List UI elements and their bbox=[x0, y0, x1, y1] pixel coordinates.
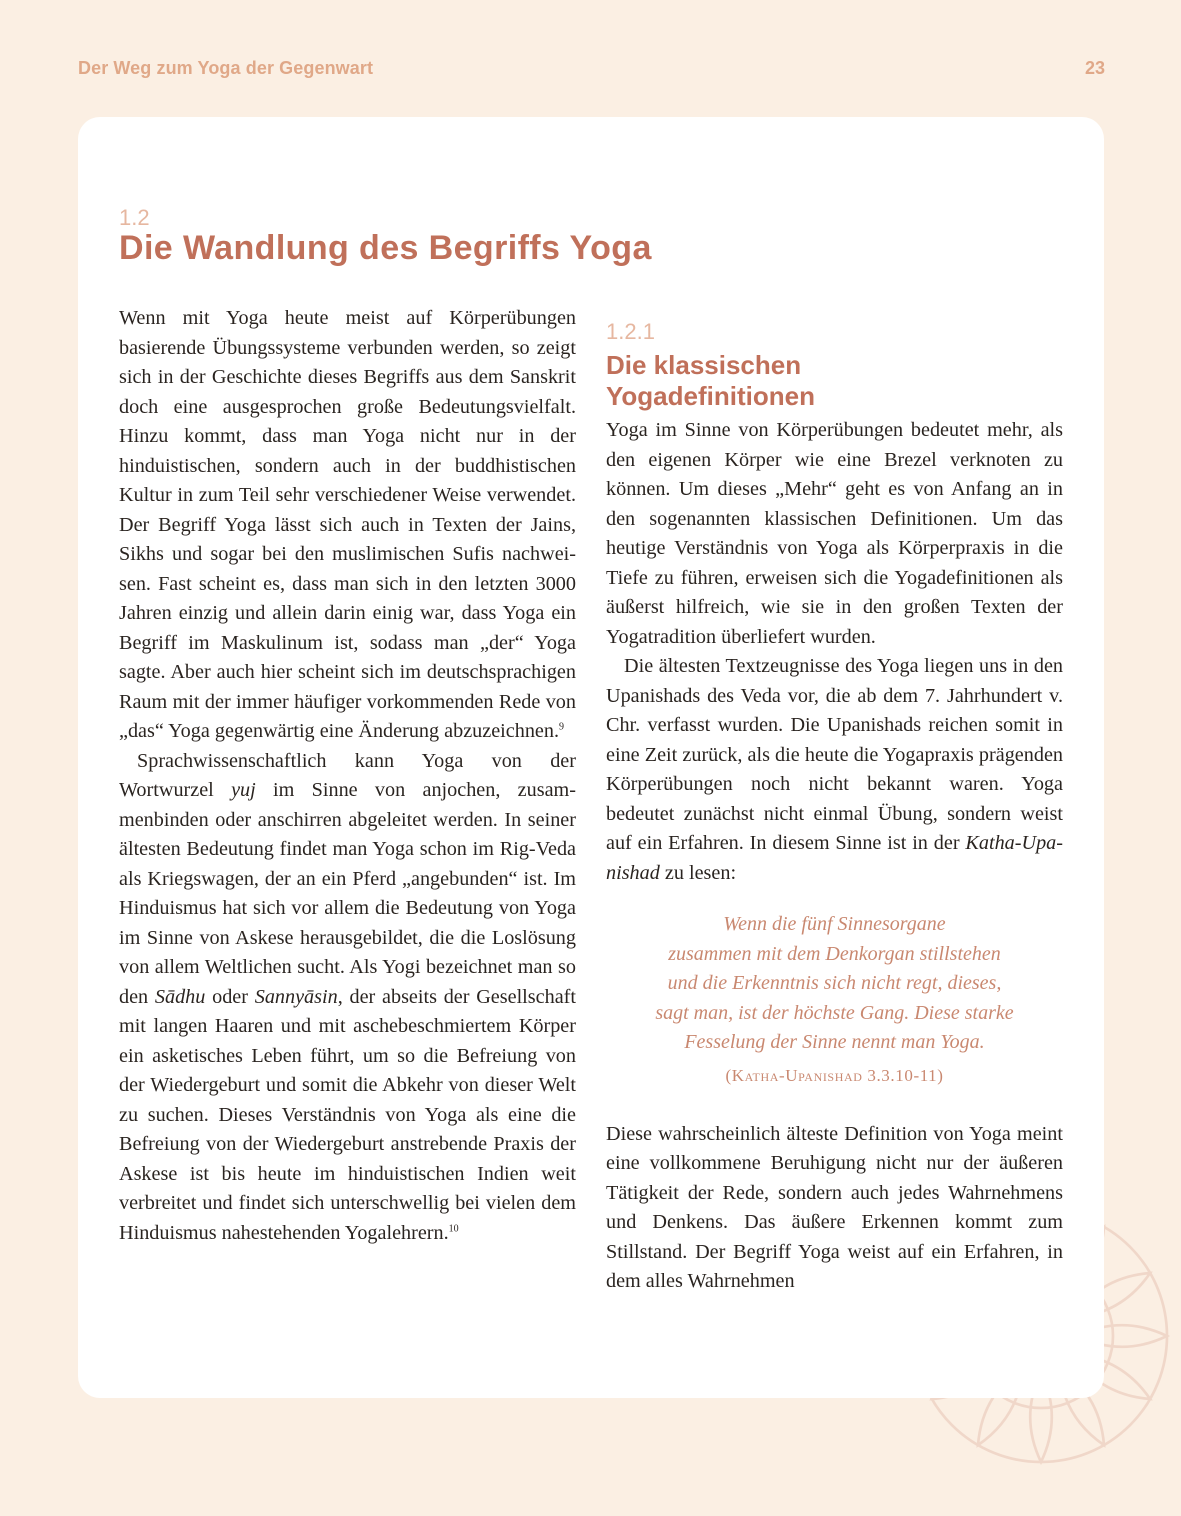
right-paragraph-2 bbox=[606, 652, 1063, 888]
term-yuj: yuj bbox=[231, 779, 256, 801]
quote-line: zusammen mit dem Denkorgan stillstehen bbox=[668, 942, 1001, 965]
quote-source: (Katha-Upanishad 3.3.10-11) bbox=[725, 1065, 944, 1085]
quote-line: und die Erkenntnis sich nicht regt, dieses, bbox=[667, 972, 1002, 994]
running-head: Der Weg zum Yoga der Gegenwart bbox=[78, 58, 374, 78]
footnote-10: 10 bbox=[448, 1222, 459, 1234]
footnote-9: 9 bbox=[559, 721, 565, 733]
left-column bbox=[119, 304, 576, 1248]
right-paragraph-2-text-a: Die ältesten Textzeugnisse des Yoga liegen uns in den Upanishads des Veda vor, die ab dem 7. Jahrhundert v. Chr. verfasst wurden. Die Upanishads reichen somit in eine Zeit zurück, als die heute die Yogapraxis prägenden Körperübungen noch nicht bekannt waren. Yoga bedeutet zunächst nicht einmal Übung, sondern weist auf ein Erfahren. In diesem Sinne ist in der bbox=[606, 655, 1063, 854]
subsection-number: 1.2.1 bbox=[606, 319, 655, 344]
subsection-title-line-1: Die klassischen bbox=[606, 350, 802, 380]
term-katha-upanishad: Katha-Upanishad bbox=[606, 832, 1063, 884]
left-paragraph-2-text-d: , der abseits der Gesellschaft mit langen Haaren und mit aschebeschmiertem Körper ein asketisches Leben führt, um so die Befreiung von der Wiedergeburt und somit die Abkehr von dieser Welt zu suchen. Dieses Verständnis von Yoga als eine die Befreiung von der Wiedergeburt anstrebende Praxis der Askese ist bis heute im hinduistischen Indien weit verbreitet und findet sich unterschwellig bei vielen dem Hinduismus nahestehenden Yogalehrern. bbox=[119, 985, 576, 1244]
right-paragraph-2-text-b: zu lesen: bbox=[659, 861, 737, 884]
left-paragraph-2 bbox=[119, 747, 576, 1249]
left-paragraph-1-text: Wenn mit Yoga heute meist auf Körperübungen basierende Übungssysteme verbunden werden, so zeigt sich in der Geschichte dieses Begriffs aus dem Sanskrit doch eine ausgesprochen große Bedeutungsvielfalt. Hinzu kommt, dass man Yoga nicht nur in der hinduistischen, sondern auch in der buddhistischen Kultur in zum Teil sehr verschiedener Weise verwendet. Der Begriff Yoga lässt sich auch in Texten der Jains, Sikhs und sogar bei den muslimischen Sufis nachweisen. Fast scheint es, dass man sich in den letzten 3000 Jahren einzig und allein darin einig war, dass Yoga ein Begriff im Maskulinum ist, sodass man „der“ Yoga sagte. Aber auch hier scheint sich im deutschsprachigen Raum mit der immer häufiger vorkommenden Rede von „das“ Yoga gegenwärtig eine Änderung abzuzeichnen. bbox=[119, 307, 576, 742]
section-number: 1.2 bbox=[119, 205, 150, 230]
left-paragraph-2-text-c: oder bbox=[205, 985, 255, 1008]
left-paragraph-2-text-b: im Sinne von anjochen, zusammenbinden oder anschirren abgeleitet werden. In seiner ältesten Bedeutung findet man Yoga schon im Rig-Veda als Kriegswagen, der an ein Pferd „angebunden“ ist. Im Hinduismus hat sich vor allem die Bedeutung von Yoga im Sinne von Askese herausgebildet, die die Loslösung von allem Weltlichen sucht. Als Yogi bezeichnet man so den bbox=[119, 779, 576, 1008]
right-paragraph-3: Diese wahrscheinlich älteste Definition von Yoga meint eine vollkommene Beruhigung nicht nur der äußeren Tätigkeit der Rede, sondern auch jedes Wahrnehmens und Denkens. Das äußere Erkennen kommt zum Stillstand. Der Begriff Yoga weist auf ein Erfahren, in dem alles Wahrnehmen bbox=[606, 1122, 1063, 1292]
subsection-title bbox=[606, 350, 1063, 412]
quote-line: sagt man, ist der höchste Gang. Diese starke bbox=[655, 1001, 1014, 1024]
section-title: Die Wandlung des Begriffs Yoga bbox=[119, 229, 652, 267]
term-sadhu: Sādhu bbox=[154, 985, 206, 1008]
block-quote bbox=[606, 910, 1063, 1058]
left-paragraph-1 bbox=[119, 304, 576, 747]
page-number: 23 bbox=[1084, 58, 1105, 78]
quote-line: Fesselung der Sinne nennt man Yoga. bbox=[684, 1031, 985, 1053]
quote-line: Wenn die fünf Sinnesorgane bbox=[723, 913, 946, 935]
subsection-title-line-2: Yogadefinitionen bbox=[606, 381, 815, 411]
content-card bbox=[78, 117, 1104, 1398]
term-sannyasin: Sannyāsin bbox=[254, 985, 338, 1008]
right-column bbox=[606, 319, 1063, 1297]
right-paragraph-1: Yoga im Sinne von Körperübungen bedeutet mehr, als den eigenen Körper wie eine Brezel verknoten zu können. Um dieses „Mehr“ geht es von Anfang an in den sogenannten klassischen Definitionen. Um das heutige Verständnis von Yoga als Körperpraxis in die Tiefe zu führen, erweisen sich die Yogadefinitionen als äußerst hilfreich, wie sie in den großen Texten der Yogatradition überliefert wurden. bbox=[606, 419, 1063, 648]
left-paragraph-2-text-a: Sprachwissenschaftlich kann Yoga von der Wortwurzel bbox=[119, 749, 576, 801]
